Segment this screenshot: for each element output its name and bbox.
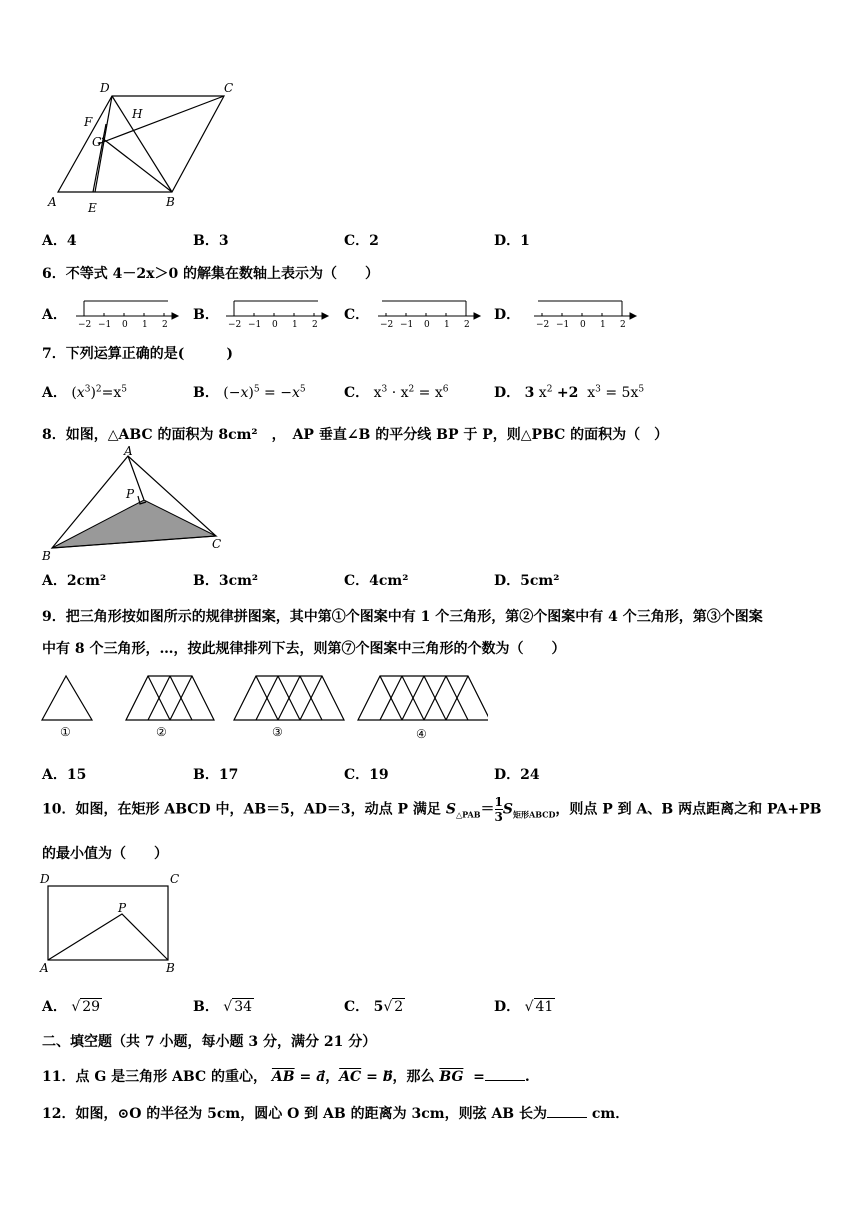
option-a[interactable]: A．4: [42, 233, 77, 249]
q7-option-c[interactable]: C． $x^3 \cdot x^2 = x^6$: [344, 384, 449, 401]
section-title: 二、填空题（共 7 小题，每小题 3 分，满分 21 分）: [42, 1034, 377, 1050]
question-10-line1: 10．如图，在矩形 ABCD 中，AB＝5，AD＝3，动点 P 满足 $S_{\triangle PAB}=$ $\frac{1}{3}$ $S_{矩形ABCD}$，则点 P 到 A、B 两点距离之和 PA+PB: [42, 795, 822, 824]
question-7: 7．下列运算正确的是( ): [42, 346, 233, 362]
rectangle-figure: [36, 870, 196, 980]
svg-text:0: 0: [272, 320, 278, 328]
svg-text:1: 1: [292, 320, 298, 328]
svg-text:2: 2: [464, 320, 470, 328]
svg-text:2: 2: [162, 320, 168, 328]
answer-blank-11[interactable]: [485, 1068, 525, 1081]
label-B: B: [166, 195, 175, 209]
label-A: A: [124, 444, 133, 458]
q9-option-d[interactable]: D．24: [494, 767, 540, 783]
question-8: 8．如图，△ABC 的面积为 8cm² ， AP 垂直∠B 的平分线 BP 于 P，则△PBC 的面积为（ ）: [42, 427, 669, 443]
pattern-label-1: ①: [60, 725, 71, 739]
pattern-label-2: ②: [156, 725, 167, 739]
svg-text:−1: −1: [98, 320, 112, 328]
answer-blank-12[interactable]: [547, 1105, 587, 1118]
svg-text:1: 1: [600, 320, 606, 328]
svg-text:−1: −1: [248, 320, 262, 328]
svg-text:1: 1: [142, 320, 148, 328]
label-D: D: [100, 81, 110, 95]
q9-option-a[interactable]: A．15: [42, 767, 87, 783]
q6-option-d[interactable]: D．: [494, 307, 521, 323]
option-c[interactable]: C．2: [344, 233, 379, 249]
svg-text:−2: −2: [536, 320, 550, 328]
question-12: 12．如图，⊙O 的半径为 5cm，圆心 O 到 AB 的距离为 3cm，则弦 AB 长为 cm．: [42, 1106, 630, 1122]
svg-text:−1: −1: [400, 320, 414, 328]
pattern-label-4: ④: [416, 727, 427, 741]
label-A: A: [40, 961, 49, 975]
q7-option-b[interactable]: B． $(-x)^5 = -x^5$: [193, 384, 306, 401]
label-P: P: [126, 487, 135, 501]
number-line-d: [530, 296, 640, 328]
svg-text:−2: −2: [380, 320, 394, 328]
q10-option-b[interactable]: B． √ 34: [193, 999, 253, 1015]
parallelogram-figure: [40, 78, 250, 218]
number-line-a: [72, 296, 182, 328]
label-F: F: [84, 115, 93, 129]
option-b[interactable]: B．3: [193, 233, 229, 249]
q10-option-d[interactable]: D． √ 41: [494, 999, 554, 1015]
q6-option-a[interactable]: A．: [42, 307, 67, 323]
svg-text:0: 0: [424, 320, 430, 328]
q8-option-b[interactable]: B．3cm²: [193, 573, 259, 589]
label-B: B: [166, 961, 175, 975]
q8-option-c[interactable]: C．4cm²: [344, 573, 409, 589]
q7-option-a[interactable]: A． $(x^3)^2=x^5$: [42, 384, 128, 401]
q6-option-b[interactable]: B．: [193, 307, 219, 323]
q8-option-a[interactable]: A．2cm²: [42, 573, 107, 589]
question-9-line1: 9．把三角形按如图所示的规律拼图案，其中第①个图案中有 1 个三角形，第②个图案中有 4 个三角形，第③个图案: [42, 609, 763, 625]
question-10-line2: 的最小值为（ ）: [42, 846, 168, 862]
q10-option-a[interactable]: A． √ 29: [42, 999, 101, 1015]
triangle-pattern-figure: [38, 670, 488, 742]
q6-option-c[interactable]: C．: [344, 307, 370, 323]
q7-option-d[interactable]: D． 3 $x^2 +2$ $x^3 = 5x^5$: [494, 384, 645, 401]
label-G: G: [92, 135, 102, 149]
svg-text:2: 2: [312, 320, 318, 328]
q9-option-c[interactable]: C．19: [344, 767, 389, 783]
label-A: A: [48, 195, 57, 209]
svg-text:−2: −2: [78, 320, 92, 328]
svg-text:2: 2: [620, 320, 626, 328]
option-d[interactable]: D．1: [494, 233, 530, 249]
number-line-b: [222, 296, 332, 328]
question-9-line2: 中有 8 个三角形，…，按此规律排列下去，则第⑦个图案中三角形的个数为（ ）: [42, 641, 566, 657]
label-P: P: [118, 901, 127, 915]
svg-text:0: 0: [580, 320, 586, 328]
q10-option-c[interactable]: C． 5√ 2: [344, 999, 404, 1015]
q9-option-b[interactable]: B．17: [193, 767, 239, 783]
question-11: 11．点 G 是三角形 ABC 的重心， $\overline{AB}$ = a⃗，$\overline{AC}$ = b⃗，那么 $\overline{BG}$ = .: [42, 1069, 530, 1085]
label-E: E: [88, 201, 97, 215]
svg-text:1: 1: [444, 320, 450, 328]
svg-text:−2: −2: [228, 320, 242, 328]
q8-option-d[interactable]: D．5cm²: [494, 573, 560, 589]
label-D: D: [40, 872, 50, 886]
pattern-label-3: ③: [272, 725, 283, 739]
label-C: C: [212, 537, 222, 551]
question-6: 6．不等式 4－2x＞0 的解集在数轴上表示为（ ）: [42, 266, 380, 282]
svg-text:0: 0: [122, 320, 128, 328]
label-H: H: [132, 107, 143, 121]
triangle-pbc-figure: [40, 444, 240, 564]
label-C: C: [224, 81, 234, 95]
number-line-c: [374, 296, 484, 328]
label-C: C: [170, 872, 180, 886]
svg-text:−1: −1: [556, 320, 570, 328]
label-B: B: [42, 549, 51, 563]
